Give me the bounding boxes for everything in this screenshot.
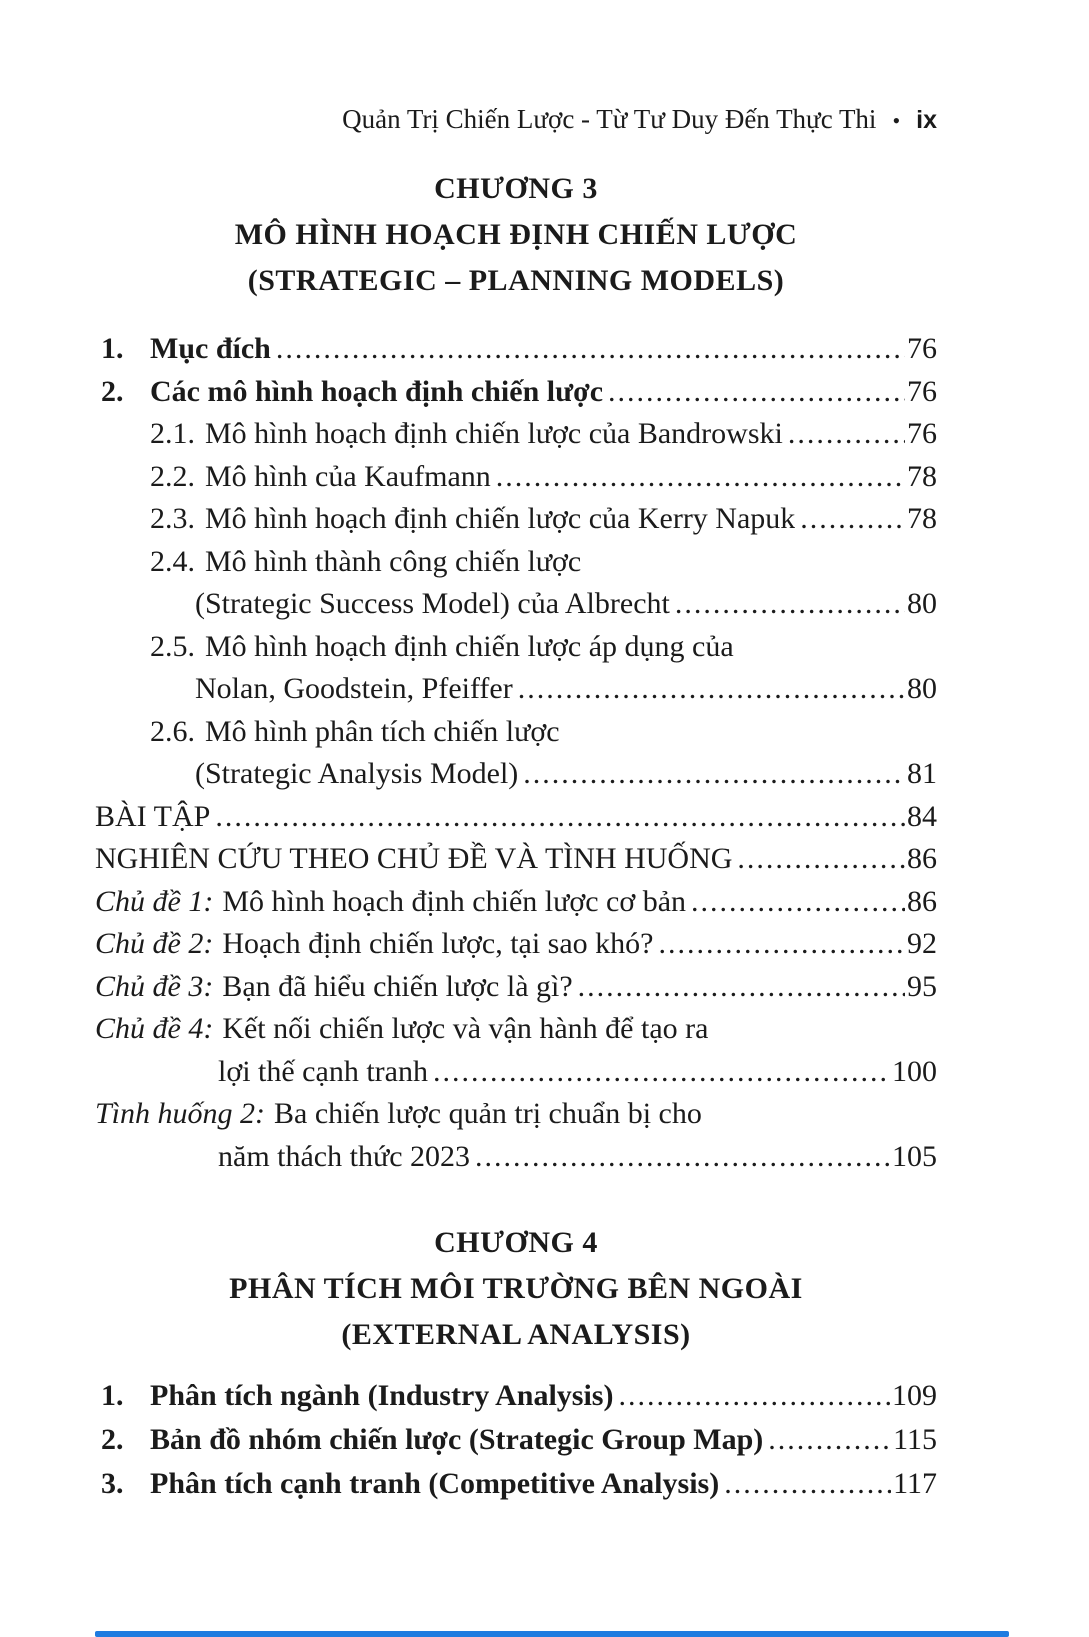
entry-page-number: 78 xyxy=(907,459,937,493)
toc-entry-line xyxy=(95,881,937,924)
entry-page-number: 78 xyxy=(907,502,937,535)
entry-page-number: 95 xyxy=(907,969,937,1003)
entry-marker: Chủ đề 4: xyxy=(95,1012,214,1045)
entry-title: Mục đích xyxy=(150,332,271,365)
toc-entry-line xyxy=(95,413,937,456)
entry-page-number: 105 xyxy=(892,1139,937,1173)
toc-entry-line xyxy=(95,1008,937,1051)
toc-entry xyxy=(95,1374,937,1418)
entry-marker: 2.3. xyxy=(150,502,195,535)
chapter-4-heading xyxy=(95,1220,937,1358)
chapter-title: PHÂN TÍCH MÔI TRƯỜNG BÊN NGOÀI xyxy=(229,1272,803,1305)
toc-entry-line xyxy=(95,328,937,371)
bullet-separator-icon: • xyxy=(892,108,901,133)
toc-entry-line xyxy=(95,753,937,796)
toc-entry-line xyxy=(95,1462,937,1506)
toc-entry-line xyxy=(95,1136,937,1179)
entry-title: Nolan, Goodstein, Pfeiffer xyxy=(195,672,513,705)
entry-page-number: 92 xyxy=(907,927,937,960)
toc-entry-line xyxy=(95,711,937,754)
toc-entry-line xyxy=(95,456,937,499)
entry-title: Ba chiến lược quản trị chuẩn bị cho xyxy=(274,1097,702,1130)
entry-marker: 1. xyxy=(101,1379,124,1412)
dot-leader xyxy=(737,838,905,881)
dot-leader xyxy=(788,413,905,456)
entry-marker: Tình huống 2: xyxy=(95,1097,266,1130)
entry-marker: 2. xyxy=(101,374,124,408)
entry-page-number: 80 xyxy=(907,672,937,705)
entry-title: năm thách thức 2023 xyxy=(218,1139,471,1173)
chapter-title: MÔ HÌNH HOẠCH ĐỊNH CHIẾN LƯỢC xyxy=(234,218,798,251)
entry-marker: 2.4. xyxy=(150,544,195,578)
toc-entry xyxy=(95,413,937,456)
entry-marker: Chủ đề 1: xyxy=(95,884,214,918)
toc-entry-line xyxy=(95,371,937,414)
chapter-3-heading xyxy=(95,166,937,304)
entry-title: Mô hình thành công chiến lược xyxy=(205,544,582,578)
entry-page-number: 86 xyxy=(907,842,937,875)
dot-leader xyxy=(276,328,905,371)
toc-entry xyxy=(95,881,937,924)
bottom-progress-bar[interactable] xyxy=(95,1631,1009,1637)
toc-entry-line xyxy=(95,583,937,626)
chapter-number: CHƯƠNG 4 xyxy=(434,1226,598,1259)
entry-page-number: 86 xyxy=(907,884,937,918)
toc-entry xyxy=(95,1008,937,1093)
entry-title: Phân tích ngành (Industry Analysis) xyxy=(150,1379,614,1412)
entry-title: Mô hình của Kaufmann xyxy=(205,459,491,493)
toc-entry xyxy=(95,328,937,371)
toc-entry-line xyxy=(95,668,937,711)
entry-title: (Strategic Analysis Model) xyxy=(195,757,519,790)
dot-leader xyxy=(518,668,905,711)
entry-page-number: 100 xyxy=(892,1054,937,1088)
dot-leader xyxy=(691,881,905,924)
entry-title: lợi thế cạnh tranh xyxy=(218,1054,428,1088)
entry-page-number: 76 xyxy=(907,332,937,365)
toc-entry-line xyxy=(95,541,937,584)
running-header xyxy=(95,102,937,138)
entry-marker: 1. xyxy=(101,332,124,365)
toc-entry xyxy=(95,838,937,881)
running-header-title: Quản Trị Chiến Lược - Từ Tư Duy Đến Thực Thi xyxy=(342,104,877,134)
dot-leader xyxy=(768,1418,891,1462)
dot-leader xyxy=(724,1462,891,1506)
dot-leader xyxy=(496,456,905,499)
entry-page-number: 117 xyxy=(893,1467,937,1500)
toc-entry xyxy=(95,456,937,499)
entry-title: Hoạch định chiến lược, tại sao khó? xyxy=(222,927,654,960)
dot-leader xyxy=(215,796,905,839)
entry-marker: 2. xyxy=(101,1423,124,1456)
entry-title: Mô hình hoạch định chiến lược của Kerry Napuk xyxy=(205,502,796,535)
toc-entry-line xyxy=(95,838,937,881)
toc-entry-line xyxy=(95,1418,937,1462)
toc-entry xyxy=(95,498,937,541)
toc-entry-line xyxy=(95,966,937,1009)
toc-entry-line xyxy=(95,923,937,966)
page-number-roman: ix xyxy=(916,106,937,134)
toc-list-chapter-4 xyxy=(95,1374,937,1506)
entry-title: Các mô hình hoạch định chiến lược xyxy=(150,374,604,408)
toc-entry-line xyxy=(95,1093,937,1136)
entry-marker: Chủ đề 2: xyxy=(95,927,214,960)
toc-entry xyxy=(95,371,937,414)
entry-page-number: 115 xyxy=(893,1423,937,1456)
entry-title: (Strategic Success Model) của Albrecht xyxy=(195,587,670,620)
entry-title: Bản đồ nhóm chiến lược (Strategic Group Map) xyxy=(150,1423,764,1456)
toc-entry xyxy=(95,1418,937,1462)
dot-leader xyxy=(659,923,906,966)
dot-leader xyxy=(433,1051,890,1094)
dot-leader xyxy=(618,1374,890,1418)
toc-entry xyxy=(95,1462,937,1506)
entry-title: Bạn đã hiểu chiến lược là gì? xyxy=(222,969,573,1003)
entry-marker: 3. xyxy=(101,1467,124,1500)
entry-page-number: 80 xyxy=(907,587,937,620)
entry-page-number: 84 xyxy=(907,799,937,833)
toc-list-chapter-3 xyxy=(95,328,937,1178)
dot-leader xyxy=(475,1136,890,1179)
entry-title: Phân tích cạnh tranh (Competitive Analysis) xyxy=(150,1467,720,1500)
entry-marker: 2.2. xyxy=(150,459,195,493)
toc-entry xyxy=(95,711,937,796)
entry-marker: 2.1. xyxy=(150,417,195,450)
dot-leader xyxy=(800,498,905,541)
entry-title: BÀI TẬP xyxy=(95,799,211,833)
dot-leader xyxy=(578,966,905,1009)
toc-entry-line xyxy=(95,796,937,839)
toc-entry xyxy=(95,923,937,966)
toc-entry xyxy=(95,966,937,1009)
dot-leader xyxy=(523,753,905,796)
toc-entry-line xyxy=(95,498,937,541)
entry-page-number: 76 xyxy=(907,374,937,408)
toc-entry-line xyxy=(95,1051,937,1094)
chapter-number: CHƯƠNG 3 xyxy=(434,172,598,205)
chapter-subtitle: (EXTERNAL ANALYSIS) xyxy=(341,1318,691,1351)
entry-title: Mô hình hoạch định chiến lược áp dụng của xyxy=(205,629,734,663)
dot-leader xyxy=(675,583,905,626)
toc-entry xyxy=(95,796,937,839)
chapter-subtitle: (STRATEGIC – PLANNING MODELS) xyxy=(247,264,785,297)
entry-page-number: 109 xyxy=(892,1379,937,1412)
entry-page-number: 76 xyxy=(907,417,937,450)
entry-title: Mô hình hoạch định chiến lược cơ bản xyxy=(222,884,687,918)
entry-page-number: 81 xyxy=(907,757,937,790)
toc-entry xyxy=(95,541,937,626)
dot-leader xyxy=(608,371,905,414)
toc-entry xyxy=(95,626,937,711)
toc-entry xyxy=(95,1093,937,1178)
toc-entry-line xyxy=(95,626,937,669)
entry-marker: 2.6. xyxy=(150,714,195,748)
entry-marker: 2.5. xyxy=(150,629,195,663)
entry-title: Mô hình hoạch định chiến lược của Bandrowski xyxy=(205,417,783,450)
entry-title: NGHIÊN CỨU THEO CHỦ ĐỀ VÀ TÌNH HUỐNG xyxy=(95,842,733,875)
entry-title: Mô hình phân tích chiến lược xyxy=(205,714,560,748)
entry-marker: Chủ đề 3: xyxy=(95,969,214,1003)
entry-title: Kết nối chiến lược và vận hành để tạo ra xyxy=(222,1012,709,1045)
toc-entry-line xyxy=(95,1374,937,1418)
